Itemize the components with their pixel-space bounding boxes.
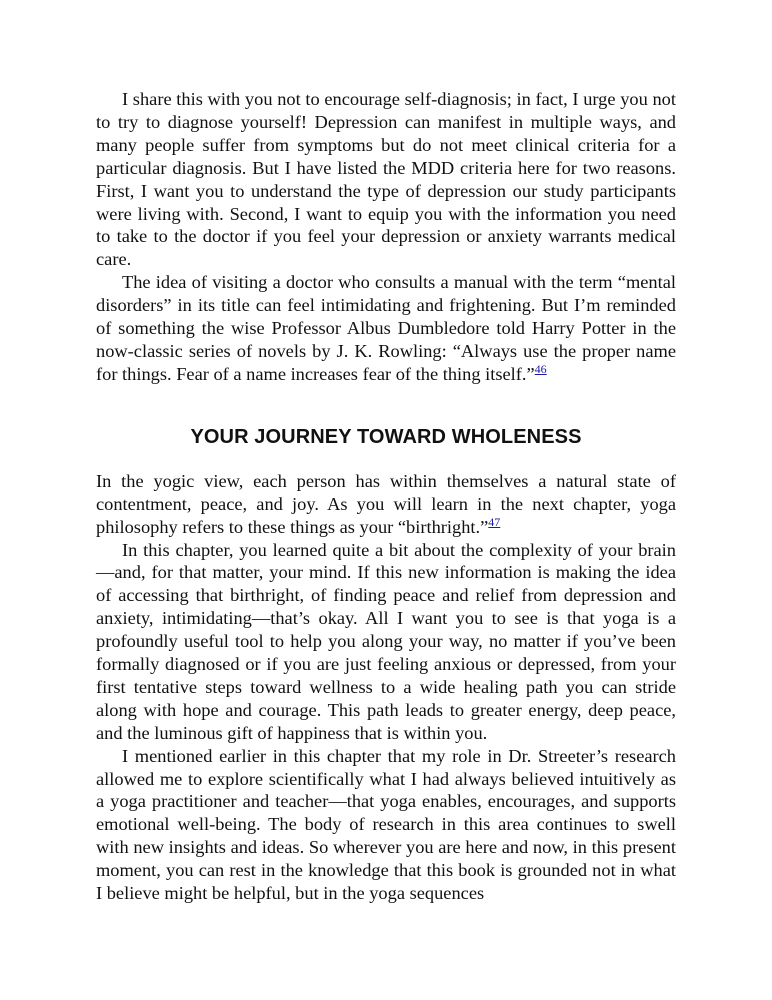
paragraph-dumbledore-quote xyxy=(96,271,676,386)
footnote-link-46[interactable]: 46 xyxy=(534,361,547,376)
paragraph-streeter-research xyxy=(96,745,676,905)
paragraph-text: The idea of visiting a doctor who consults a manual with the term “mental disorders” in its title can feel intimidating and frightening. But I’m reminded of something the wise Professor Albus Dumbledore told Harry Potter in the now-classic series of novels by J. K. Rowling: “Always use the proper name for things. Fear of a name increases fear of the thing itself.” xyxy=(96,272,676,384)
book-page xyxy=(96,88,676,905)
paragraph-self-diagnosis xyxy=(96,88,676,271)
section-heading: YOUR JOURNEY TOWARD WHOLENESS xyxy=(190,425,582,448)
paragraph-text: I mentioned earlier in this chapter that my role in Dr. Streeter’s research allowed me to explore scientifically what I had always believed intuitively as a yoga practitioner and teacher—that yoga enables, encourages, and supports emotional well-being. The body of research in this area continues to swell with new insights and ideas. So wherever you are here and now, in this present moment, you can rest in the knowledge that this book is grounded not in what I believe might be helpful, but in the yoga sequences xyxy=(96,745,676,904)
paragraph-text: In the yogic view, each person has within themselves a natural state of contentment, peace, and joy. As you will learn in the next chapter, yoga philosophy refers to these things as your “birthright.” xyxy=(96,470,676,537)
paragraph-text: I share this with you not to encourage self-diagnosis; in fact, I urge you not to try to diagnose yourself! Depression can manifest in multiple ways, and many people suffer from symptoms but do not meet clinical criteria for a particular diagnosis. But I have listed the MDD criteria here for two reasons. First, I want you to understand the type of depression our study participants were living with. Second, I want to equip you with the information you need to take to the doctor if you feel your depression or anxiety warrants medical care. xyxy=(96,89,676,270)
paragraph-yogic-view xyxy=(96,470,676,539)
footnote-link-47[interactable]: 47 xyxy=(488,514,501,529)
paragraph-complexity-of-brain xyxy=(96,539,676,745)
paragraph-text: In this chapter, you learned quite a bit about the complexity of your brain—and, for that matter, your mind. If this new information is making the idea of accessing that birthright, of finding peace and relief from depression and anxiety, intimidating—that’s okay. All I want you to see is that yoga is a profoundly useful tool to help you along your way, no matter if you’ve been formally diagnosed or if you are just feeling anxious or depressed, from your first tentative steps toward wellness to a wide healing path you can stride along with hope and courage. This path leads to greater energy, deep peace, and the luminous gift of happiness that is within you. xyxy=(96,539,676,743)
